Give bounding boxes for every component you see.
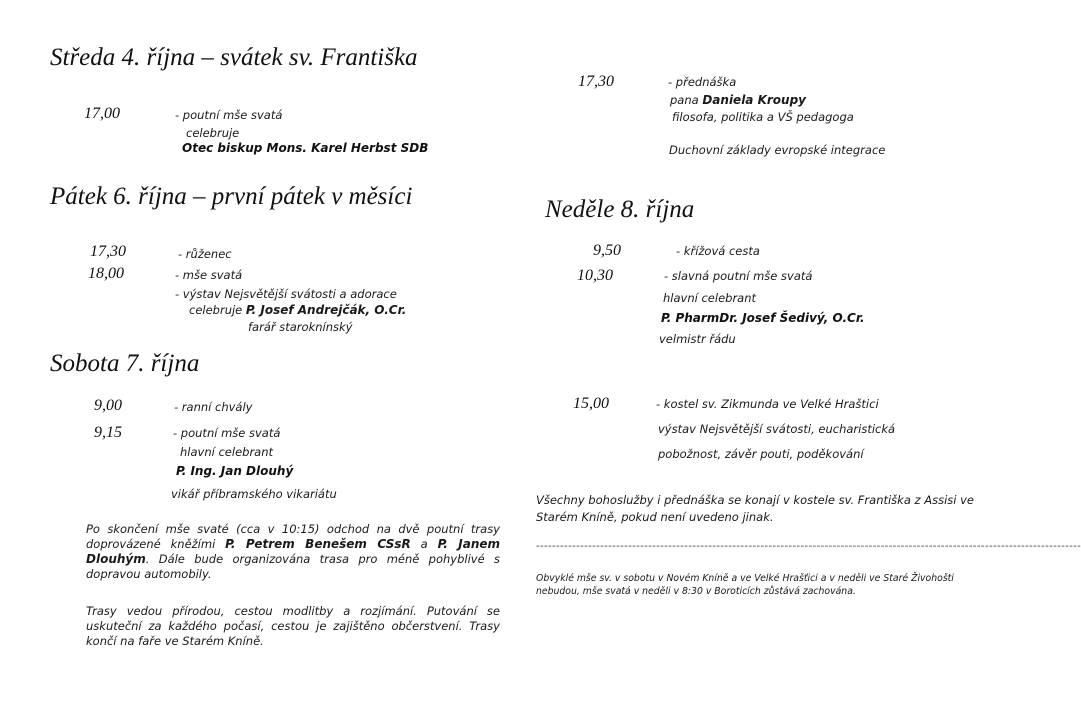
sat-main-celebrant-label: hlavní celebrant — [180, 445, 274, 459]
time-fri-1800: 18,00 — [88, 265, 124, 282]
time-sat-900: 9,00 — [94, 397, 122, 414]
time-lecture-1730: 17,30 — [578, 73, 614, 90]
heading-saturday: Sobota 7. října — [50, 350, 200, 377]
time-wed-1700: 17,00 — [84, 105, 120, 122]
sat-priest-1: P. Petrem Benešem CSsR — [225, 537, 411, 551]
lecture-label: - přednáška — [668, 75, 737, 89]
time-fri-1730: 17,30 — [90, 243, 126, 260]
heading-friday: Pátek 6. října – první pátek v měsíci — [50, 183, 413, 210]
sun-church-line: - kostel sv. Zikmunda ve Velké Hraštici — [656, 397, 879, 411]
sat-celebrant-role: vikář příbramského vikariátu — [171, 487, 337, 501]
sat-pilgrimage-paragraph — [86, 522, 500, 582]
time-sun-950: 9,50 — [593, 242, 621, 259]
fri-adoration: - výstav Nejsvětější svátosti a adorace — [175, 287, 397, 301]
fri-celebrant-prefix: celebruje — [189, 303, 246, 317]
time-sat-915: 9,15 — [94, 424, 122, 441]
sat-celebrant-name: P. Ing. Jan Dlouhý — [176, 464, 294, 478]
sun-main-celebrant-label: hlavní celebrant — [663, 291, 757, 305]
fri-mass: - mše svatá — [175, 268, 243, 282]
sun-celebrant-name: P. PharmDr. Josef Šedivý, O.Cr. — [661, 311, 865, 325]
sun-stations: - křížová cesta — [676, 244, 760, 258]
sun-exposition-line: výstav Nejsvětější svátosti, eucharistická — [658, 422, 896, 436]
sat-p1-c: a — [410, 537, 438, 551]
heading-sunday: Neděle 8. října — [545, 196, 695, 223]
fri-rosary: - růženec — [178, 247, 232, 261]
fri-celebrant-line — [189, 303, 406, 317]
sat-mass: - poutní mše svatá — [173, 426, 281, 440]
time-sun-1500: 15,00 — [573, 395, 609, 412]
wed-line-celebrates: celebruje — [186, 126, 240, 140]
fri-celebrant-role: farář staroknínský — [248, 320, 353, 334]
sat-p1-e: . Dále bude organizována trasa pro méně pohyblivé s dopravou automobily. — [86, 552, 500, 581]
sat-lauds: - ranní chvály — [174, 400, 253, 414]
lecture-title: Duchovní základy evropské integrace — [669, 143, 886, 157]
lecture-speaker-name: Daniela Kroupy — [702, 93, 807, 107]
sun-closing-line: pobožnost, závěr pouti, poděkování — [658, 447, 864, 461]
lecture-speaker-line — [670, 93, 806, 107]
sat-priest-2: P. Janem Dlouhým — [86, 537, 501, 566]
sat-p1-a: Po skončení mše svaté (cca v 10:15) odchod na dvě poutní trasy doprovázené kněžími — [86, 522, 500, 551]
wed-celebrant-name: Otec biskup Mons. Karel Herbst SDB — [182, 141, 429, 155]
wed-line-mass: - poutní mše svatá — [175, 108, 283, 122]
fri-celebrant-name: P. Josef Andrejčák, O.Cr. — [245, 303, 407, 317]
time-sun-1030: 10,30 — [577, 267, 613, 284]
lecture-speaker-role: filosofa, politika a VŠ pedagoga — [672, 110, 854, 124]
lecture-speaker-prefix: pana — [670, 93, 703, 107]
footer-separator: ---------------------------------------------------------------------------------------------------------------------------------------- — [536, 541, 1081, 552]
heading-wednesday: Středa 4. října – svátek sv. Františka — [50, 44, 418, 71]
sat-routes-paragraph: Trasy vedou přírodou, cestou modlitby a rozjímání. Putování se uskuteční za každého počasí, cestou je zajištěno občerstvení. Trasy končí na faře ve Starém Kníně. — [86, 604, 500, 648]
footer-location-note: Všechny bohoslužby i přednáška se konají v kostele sv. Františka z Assisi ve Starém Kníně, pokud není uvedeno jinak. — [536, 493, 974, 524]
footer-regular-masses-note: Obvyklé mše sv. v sobotu v Novém Kníně a ve Velké Hrašťici a v neděli ve Staré Živohošti nebudou, mše svatá v neděli v 8:30 v Boroticích zůstává zachována. — [536, 573, 954, 597]
sun-mass: - slavná poutní mše svatá — [664, 269, 813, 283]
sun-celebrant-role: velmistr řádu — [659, 332, 736, 346]
